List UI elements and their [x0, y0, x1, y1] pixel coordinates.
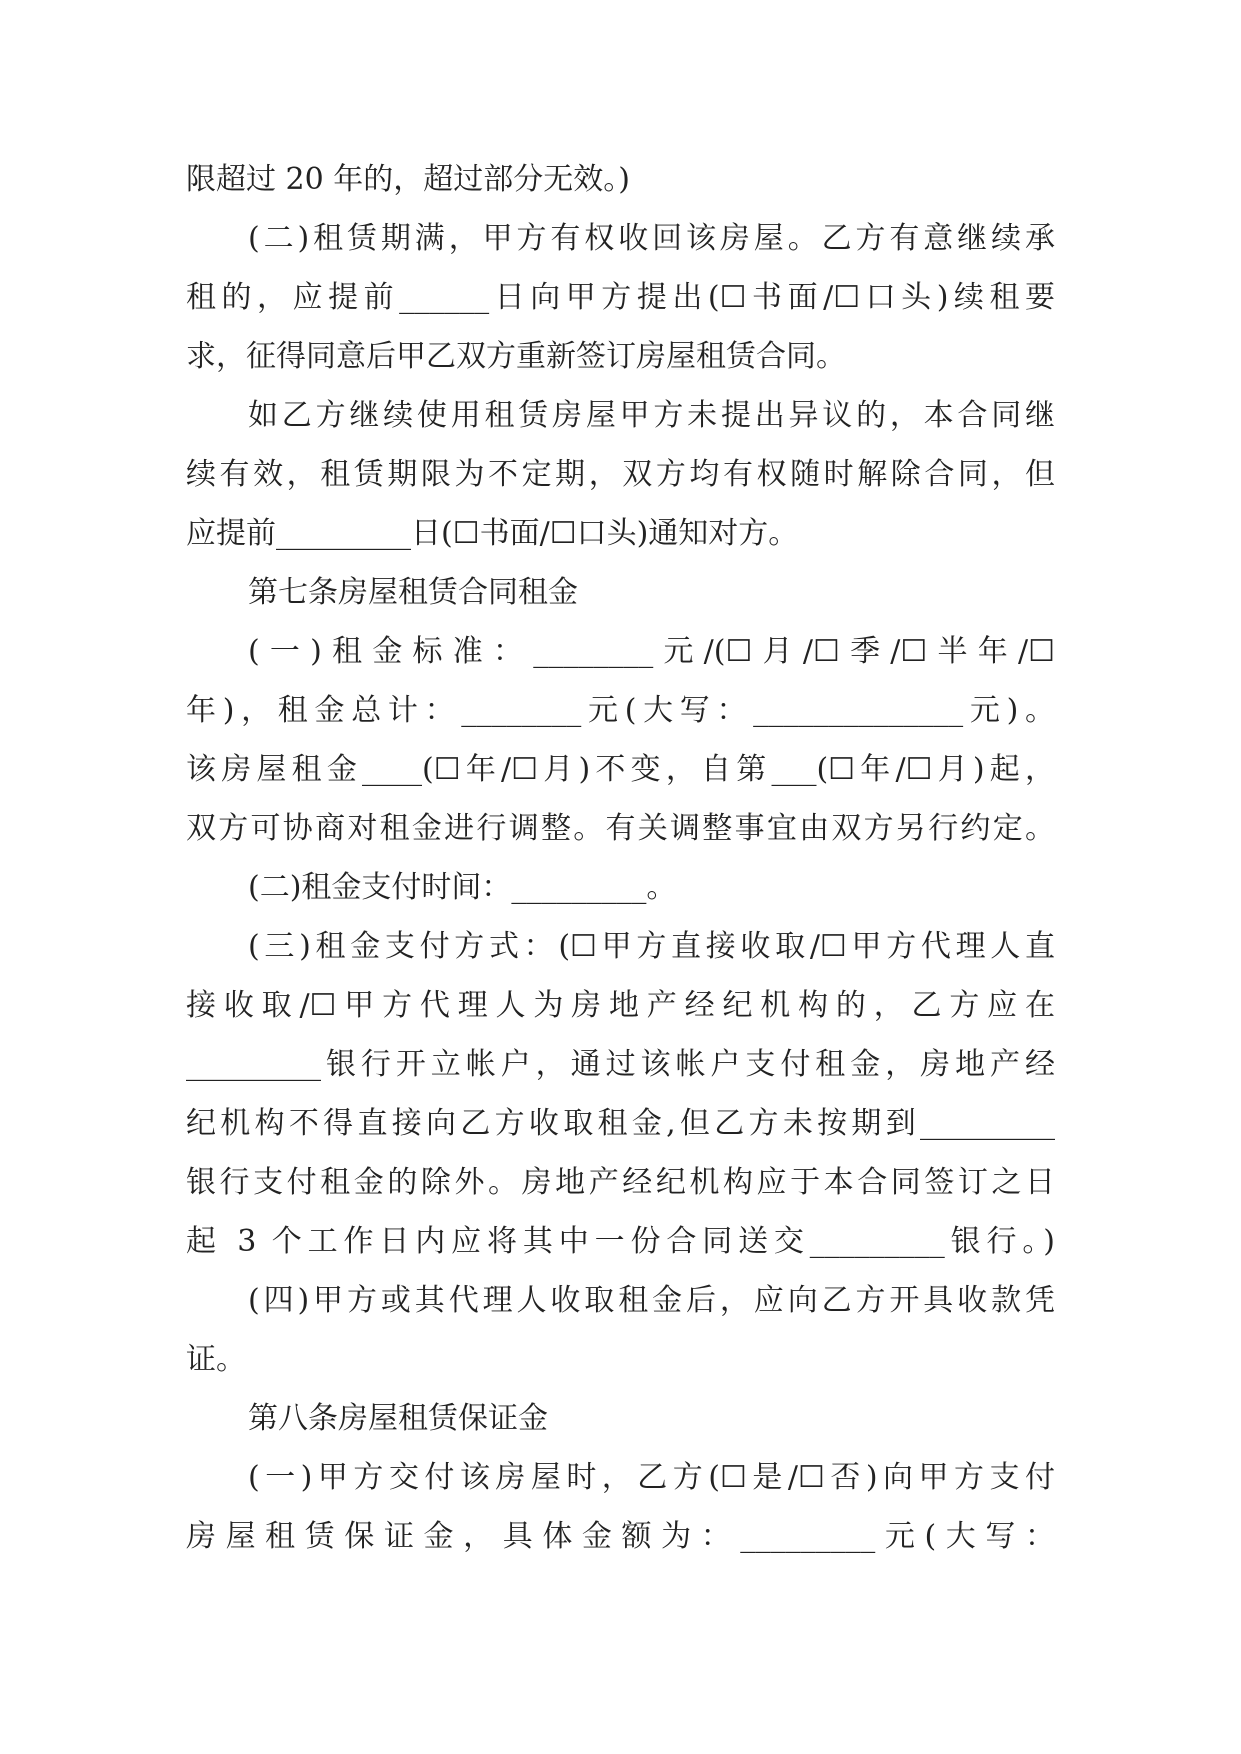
text-line: 接收取/☐甲方代理人为房地产经纪机构的，乙方应在 [186, 988, 1055, 1023]
text-line: _________银行开立帐户，通过该帐户支付租金，房地产经 [186, 1047, 1055, 1082]
text-line: 双方可协商对租金进行调整。有关调整事宜由双方另行约定。 [186, 811, 1055, 846]
text-line: 该房屋租金____(☐年/☐月)不变，自第___(☐年/☐月)起， [186, 752, 1055, 787]
text-line: 续有效，租赁期限为不定期，双方均有权随时解除合同，但 [186, 457, 1055, 492]
text-line: 起 3 个工作日内应将其中一份合同送交_________银行。) [186, 1224, 1055, 1259]
text-line: 年)，租金总计：________元(大写：______________元)。 [186, 693, 1055, 728]
paragraph-continuation: 如乙方继续使用租赁房屋甲方未提出异议的，本合同继 [248, 398, 1055, 433]
text-line: 限超过 20 年的，超过部分无效。) [186, 162, 630, 197]
clause-7-4: (四)甲方或其代理人收取租金后，应向乙方开具收款凭 [248, 1283, 1055, 1318]
text-line: 求，征得同意后甲乙双方重新签订房屋租赁合同。 [186, 339, 846, 374]
text-line: 纪机构不得直接向乙方收取租金,但乙方未按期到_________ [186, 1106, 1055, 1141]
clause-6-2: (二)租赁期满，甲方有权收回该房屋。乙方有意继续承 [248, 221, 1055, 256]
article-8-heading: 第八条房屋租赁保证金 [248, 1401, 548, 1436]
clause-7-1: (一)租金标准：________元/(☐月/☐季/☐半年/☐ [248, 634, 1055, 669]
clause-7-3: (三)租金支付方式：(☐甲方直接收取/☐甲方代理人直 [248, 929, 1055, 964]
text-line: 证。 [186, 1342, 246, 1377]
text-line: 房屋租赁保证金，具体金额为：_________元(大写： [186, 1519, 1055, 1554]
text-line: 应提前_________日(☐书面/☐口头)通知对方。 [186, 516, 799, 551]
clause-8-1: (一)甲方交付该房屋时，乙方(☐是/☐否)向甲方支付 [248, 1460, 1055, 1495]
text-line: 银行支付租金的除外。房地产经纪机构应于本合同签订之日 [186, 1165, 1055, 1200]
text-line: 租的，应提前______日向甲方提出(☐书面/☐口头)续租要 [186, 280, 1055, 315]
clause-7-2: (二)租金支付时间：_________。 [248, 870, 677, 905]
article-7-heading: 第七条房屋租赁合同租金 [248, 575, 578, 610]
